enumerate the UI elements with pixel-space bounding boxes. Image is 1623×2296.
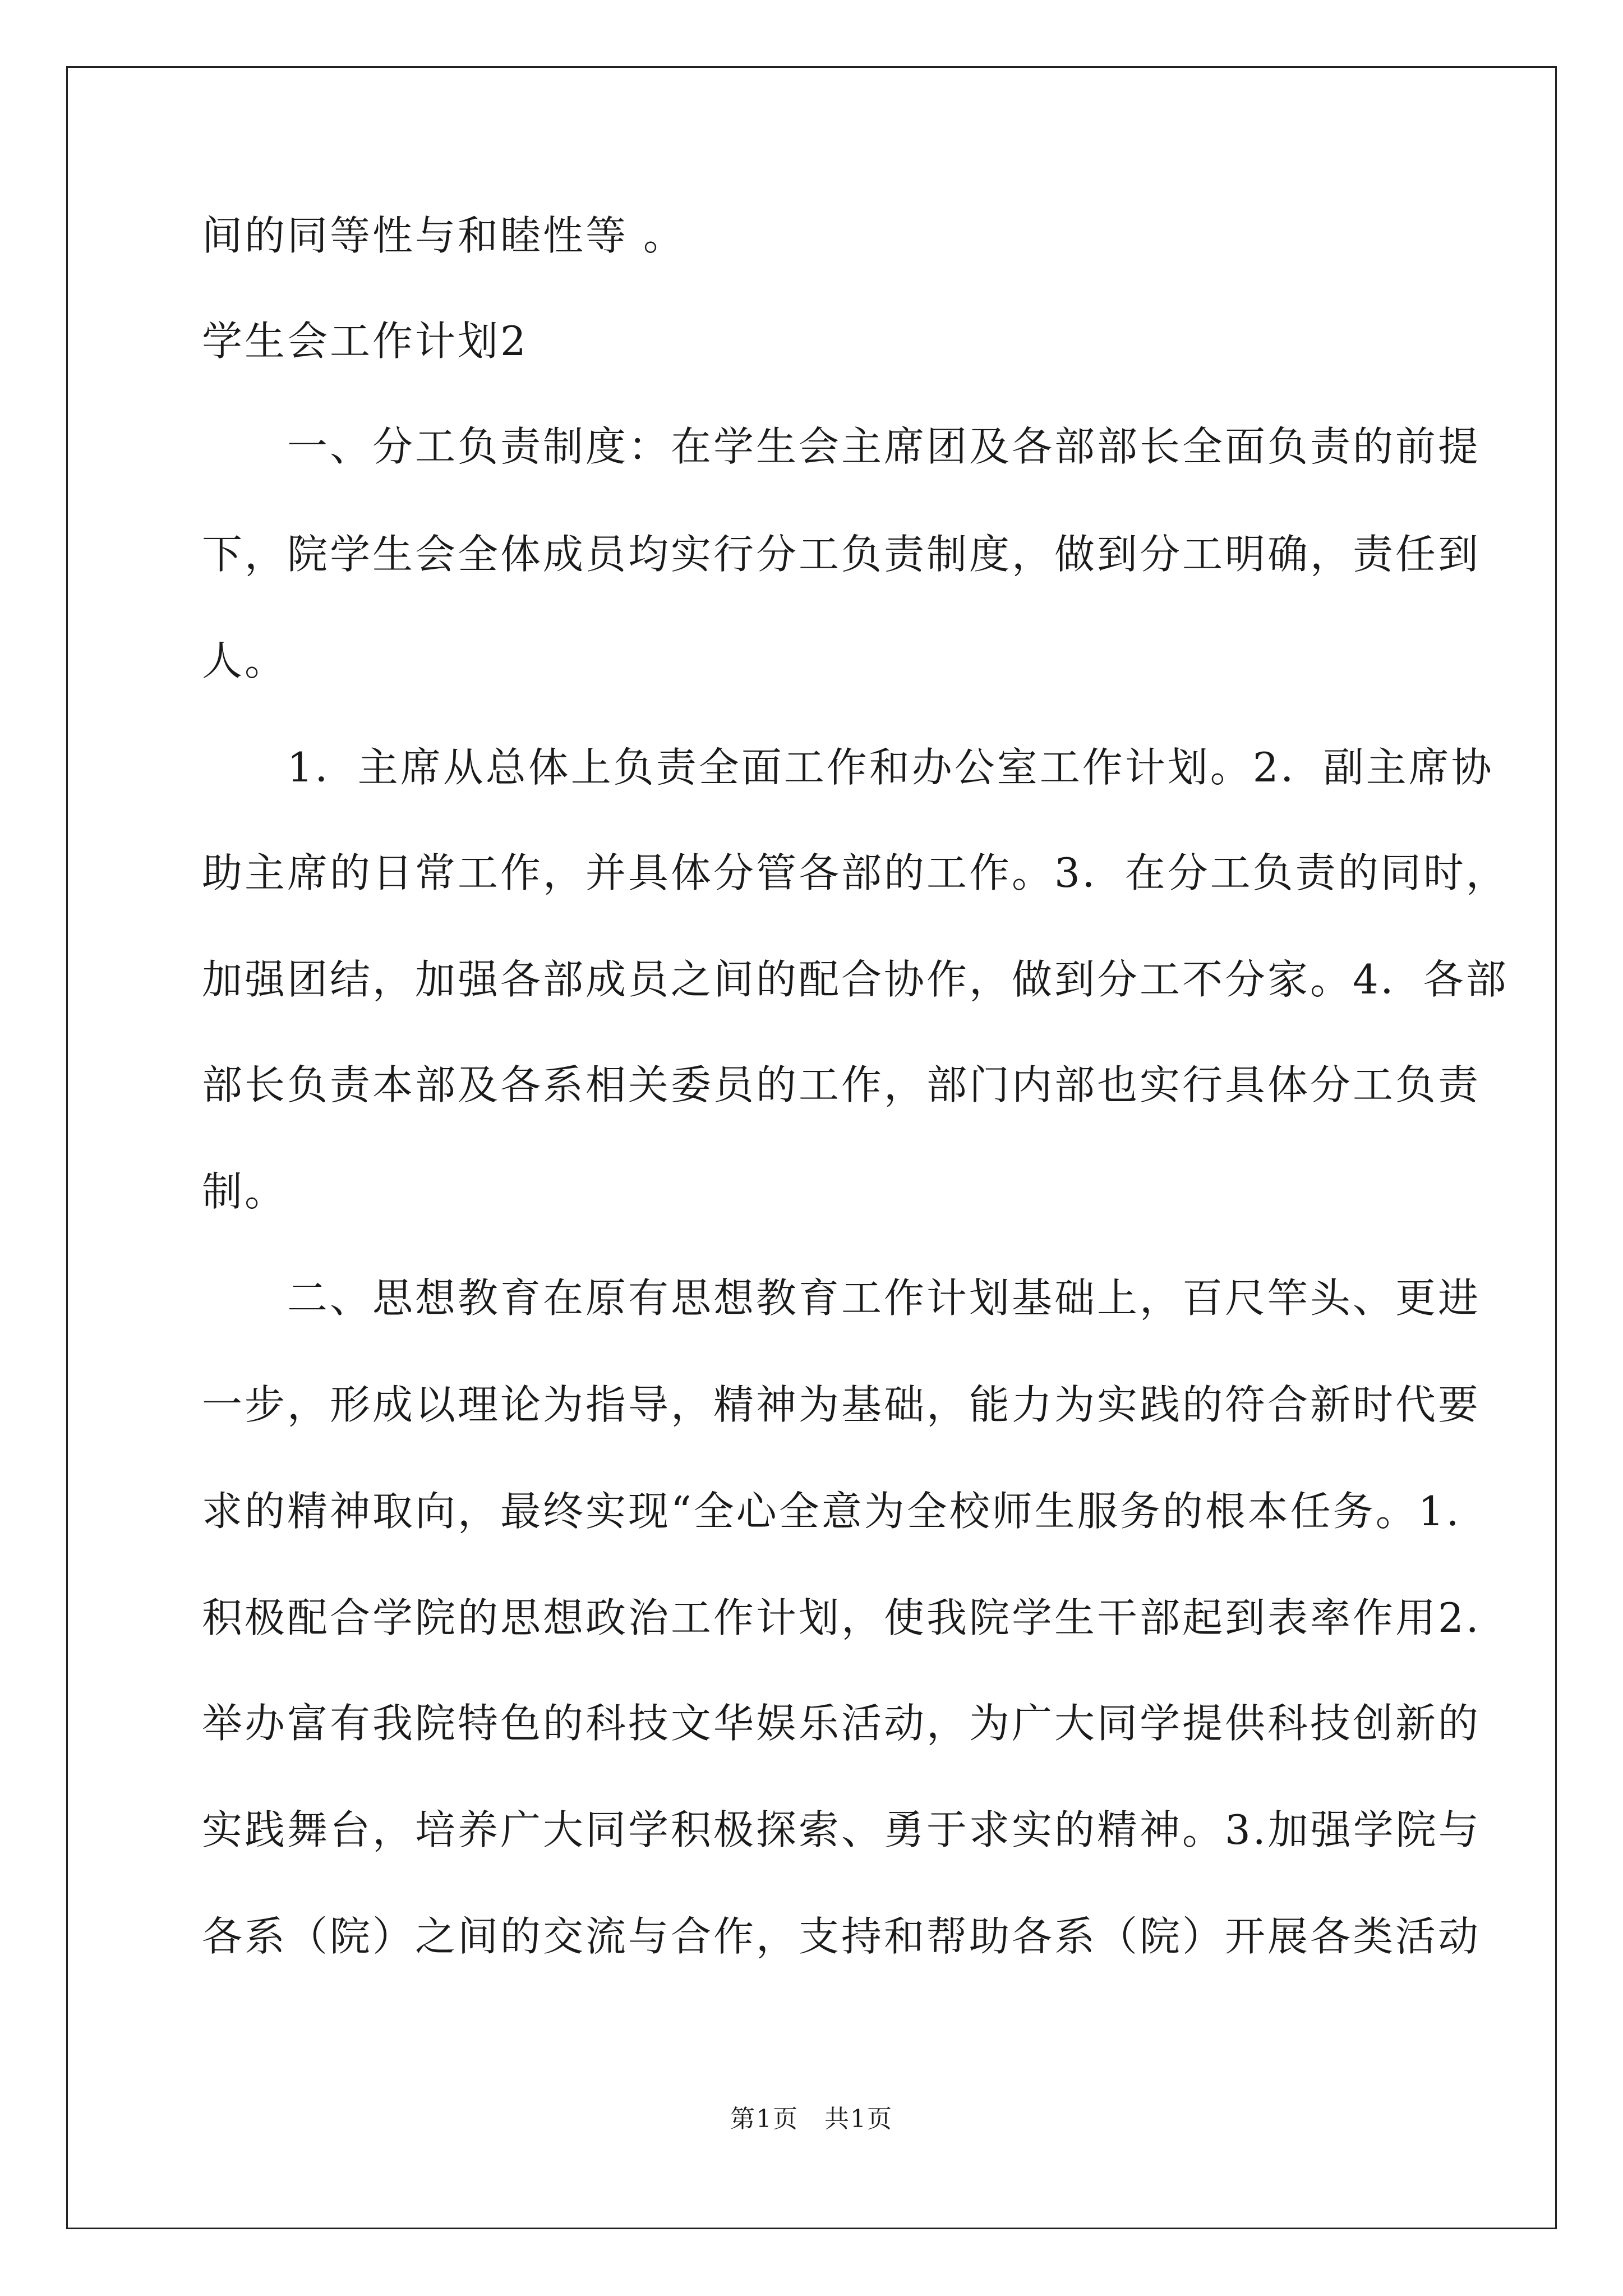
text-line: 二、思想教育在原有思想教育工作计划基础上，百尺竿头、更进 <box>202 1274 1481 1322</box>
text-line: 举办富有我院特色的科技文华娱乐活动，为广大同学提供科技创新的 <box>202 1700 1481 1747</box>
page-number-footer: 第1页 共1页 <box>730 2105 893 2133</box>
text-line: 部长负责本部及各系相关委员的工作，部门内部也实行具体分工负责 <box>202 1061 1481 1108</box>
text-line: 下，院学生会全体成员均实行分工负责制度，做到分工明确，责任到 <box>202 531 1481 578</box>
text-line: 一、分工负责制度：在学生会主席团及各部部长全面负责的前提 <box>202 423 1481 470</box>
text-line: 1．主席从总体上负责全面工作和办公室工作计划。2．副主席协 <box>202 744 1494 791</box>
text-line: 积极配合学院的思想政治工作计划，使我院学生干部起到表率作用2. <box>202 1594 1481 1641</box>
text-line: 人。 <box>202 637 288 684</box>
text-line: 一步，形成以理论为指导，精神为基础，能力为实践的符合新时代要 <box>202 1381 1481 1428</box>
text-line: 制。 <box>202 1168 288 1215</box>
text-line: 求的精神取向，最终实现“全心全意为全校师生服务的根本任务。1. <box>202 1488 1461 1535</box>
section-title: 学生会工作计划2 <box>202 318 528 365</box>
text-line: 间的同等性与和睦性等 。 <box>202 212 686 259</box>
text-line: 各系（院）之间的交流与合作，支持和帮助各系（院）开展各类活动 <box>202 1913 1481 1960</box>
text-line: 加强团结，加强各部成员之间的配合协作，做到分工不分家。4．各部 <box>202 956 1509 1003</box>
page-border <box>66 66 1557 2229</box>
text-line: 助主席的日常工作，并具体分管各部的工作。3．在分工负责的同时， <box>202 849 1509 896</box>
text-line: 实践舞台，培养广大同学积极探索、勇于求实的精神。3.加强学院与 <box>202 1806 1481 1853</box>
